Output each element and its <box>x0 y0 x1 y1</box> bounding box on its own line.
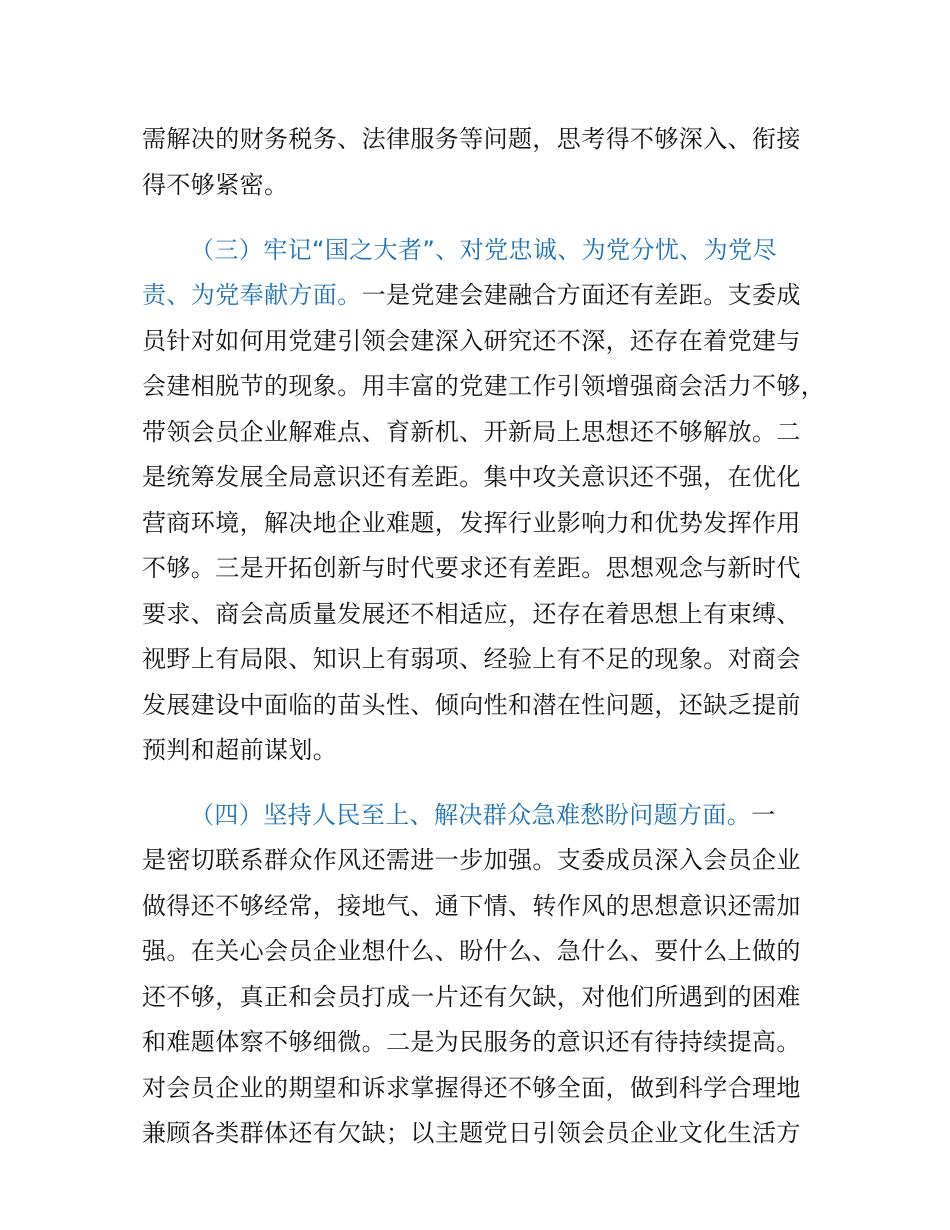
body-text-line: 视野上有局限、知识上有弱项、经验上有不足的现象。对商会 <box>142 645 801 673</box>
body-text-line: 强。在关心会员企业想什么、盼什么、急什么、要什么上做的 <box>142 937 801 965</box>
body-text-line: 会建相脱节的现象。用丰富的党建工作引领增强商会活力不够， <box>142 372 826 400</box>
body-text-line: 和难题体察不够细微。二是为民服务的意识还有待持续提高。 <box>142 1028 801 1056</box>
body-text-line: 做得还不够经常，接地气、通下情、转作风的思想意识还需加 <box>142 892 801 920</box>
body-text-line <box>142 275 832 315</box>
section-heading: （三）牢记“国之大者”、对党忠诚、为党分忧、为党尽 <box>190 236 777 264</box>
body-text-line: 兼顾各类群体还有欠缺；以主题党日引领会员企业文化生活方 <box>142 1119 801 1147</box>
body-text-line: 不够。三是开拓创新与时代要求还有差距。思想观念与新时代 <box>142 554 801 582</box>
body-text-line: 带领会员企业解难点、育新机、开新局上思想还不够解放。二 <box>142 418 801 446</box>
body-text-line: 预判和超前谋划。 <box>142 736 338 764</box>
section-heading-tail: 责、为党奉献方面。 <box>142 281 362 309</box>
body-text-line: 得不够紧密。 <box>142 171 289 199</box>
body-text-line: 营商环境，解决地企业难题，发挥行业影响力和优势发挥作用 <box>142 509 801 537</box>
body-text-line: 是密切联系群众作风还需进一步加强。支委成员深入会员企业 <box>142 846 801 874</box>
body-text-line: 还不够，真正和会员打成一片还有欠缺，对他们所遇到的困难 <box>142 983 801 1011</box>
body-text-line: 需解决的财务税务、法律服务等问题，思考得不够深入、衔接 <box>142 125 801 153</box>
section-heading: （四）坚持人民至上、解决群众急难愁盼问题方面。 <box>190 801 752 829</box>
body-text-line: 对会员企业的期望和诉求掌握得还不够全面，做到科学合理地 <box>142 1074 801 1102</box>
body-text-line: 是统筹发展全局意识还有差距。集中攻关意识还不强，在优化 <box>142 463 801 491</box>
body-text-line: 要求、商会高质量发展还不相适应，还存在着思想上有束缚、 <box>142 600 801 628</box>
body-text-line <box>190 795 832 835</box>
body-text-line: 员针对如何用党建引领会建深入研究还不深，还存在着党建与 <box>142 327 801 355</box>
body-text: 一是党建会建融合方面还有差距。支委成 <box>361 281 801 309</box>
body-text: 一 <box>751 801 776 829</box>
body-text-line: 发展建设中面临的苗头性、倾向性和潜在性问题，还缺乏提前 <box>142 691 801 719</box>
